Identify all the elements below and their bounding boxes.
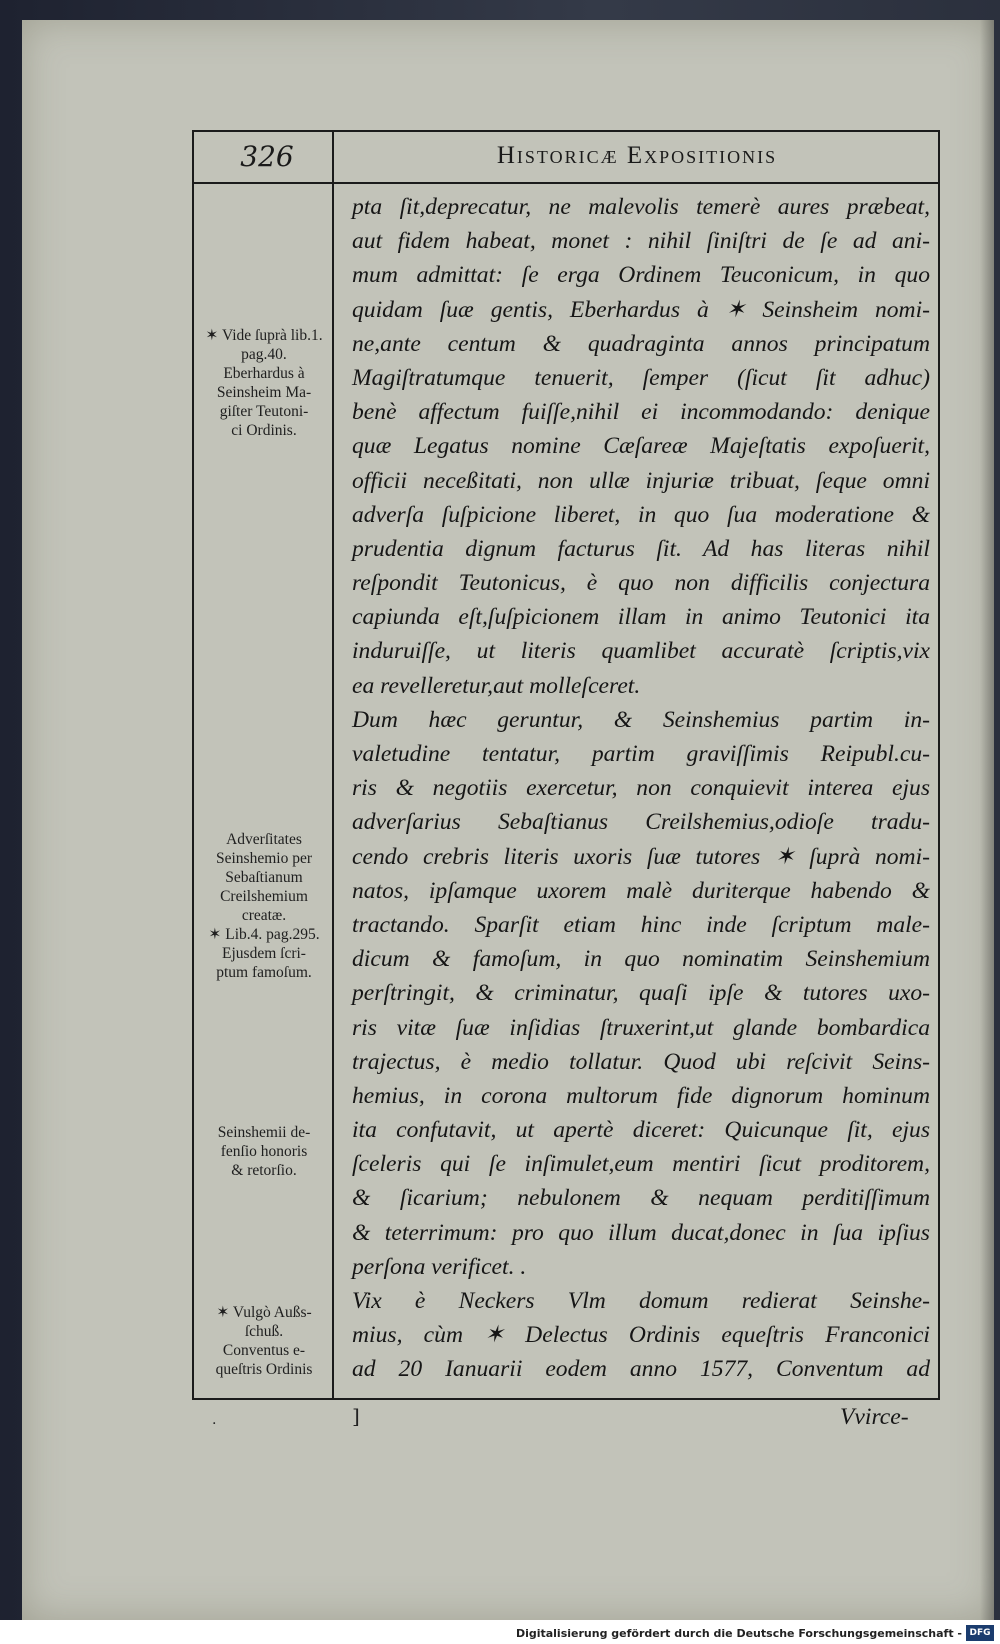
text-line: natos, ipſamque uxorem malè duriterque habendo & <box>352 877 930 904</box>
marginal-note-line: Sebaſtianum <box>225 869 303 886</box>
text-line: mius, cùm ✶ Delectus Ordinis equeſtris Franconici <box>352 1322 930 1349</box>
frame-right-rule <box>938 130 940 1400</box>
text-line: cendo crebris literis uxoris ſuæ tutores ✶ ſuprà nomi- <box>352 843 930 870</box>
main-text-column <box>352 190 930 1387</box>
text-line: trajectus, è medio tollatur. Quod ubi reſcivit Seins- <box>352 1048 930 1075</box>
header-rule <box>192 182 940 184</box>
digitization-credit-bar <box>0 1620 1000 1644</box>
book-page <box>22 20 994 1620</box>
text-line: ea revelleretur,aut molleſceret. <box>352 672 641 699</box>
frame-left-rule <box>192 130 194 1400</box>
text-line: ſceleris qui ſe inſimulet,eum mentiri ſicut proditorem, <box>352 1151 930 1178</box>
text-line: ita confutavit, ut apertè diceret: Quicunque ſit, ejus <box>352 1117 930 1144</box>
running-head: Historicæ Expositionis <box>496 142 778 169</box>
marginal-note-line: ſchuß. <box>244 1323 284 1340</box>
marginal-note-line: ✶ Vide ſuprà lib.1. <box>205 327 323 344</box>
text-line: officii neceßitati, non ullæ injuriæ tribuat, ſeque omni <box>352 467 930 494</box>
text-line: valetudine tentatur, partim graviſſimis Reipubl.cu- <box>352 741 930 767</box>
marginal-note-line: pag.40. <box>241 346 287 363</box>
marginal-note-line: Eberhardus à <box>223 365 305 382</box>
marginal-note <box>198 1303 330 1379</box>
text-line: & ſicarium; nebulonem & nequam perditiſſimum <box>352 1185 930 1212</box>
text-line: hemius, in corona multorum fide dignorum hominum <box>352 1082 930 1109</box>
text-line: perſona verificet. . <box>352 1253 527 1280</box>
marginal-note-line: Seinshemii de- <box>217 1124 311 1141</box>
digitization-credit: Digitalisierung gefördert durch die Deutsche Forschungsgemeinschaft - <box>515 1627 962 1640</box>
marginal-note-line: ✶ Lib.4. pag.295. <box>208 926 320 943</box>
marginal-note-line: Ejusdem ſcri- <box>222 945 306 962</box>
margin-divider-rule <box>332 130 334 1400</box>
marginal-note <box>198 326 330 440</box>
marginal-note-line: fenſio honoris <box>220 1143 308 1160</box>
marginal-note-line: Seinshemio per <box>216 850 312 867</box>
text-line: & teterrimum: pro quo illum ducat,donec in ſua ipſius <box>352 1219 930 1246</box>
signature-mark: ] <box>352 1404 360 1428</box>
text-line: quæ Legatus nomine Cæſareæ Majeſtatis expoſuerit, <box>352 433 930 460</box>
text-line: Magiſtratumque tenuerit, ſemper (ſicut ſit adhuc) <box>352 364 930 391</box>
marginal-note-line: giſter Teutoni- <box>219 403 309 420</box>
marginal-note-line: Creilshemium <box>220 888 308 905</box>
text-line: ris & negotiis exercetur, non conquievit interea ejus <box>352 775 930 802</box>
text-line: perſtringit, & criminatur, quaſi ipſe & tutores uxo- <box>352 980 930 1007</box>
text-line: aut fidem habeat, monet : nihil ſiniſtri de ſe ad ani- <box>352 228 930 255</box>
text-line: dicum & famoſum, in quo nominatim Seinshemium <box>352 946 930 973</box>
catchword: Vvirce- <box>840 1404 909 1430</box>
page-number: 326 <box>240 140 294 173</box>
marginal-note-line: & retorſio. <box>231 1162 297 1179</box>
text-line: tractando. Sparſit etiam hinc inde ſcriptum male- <box>352 911 930 938</box>
dfg-logo: DFG <box>966 1625 994 1641</box>
text-line: adverſa ſuſpicione liberet, in quo ſua moderatione & <box>352 501 930 528</box>
text-line: Vix è Neckers Vlm domum redierat Seinshe- <box>352 1288 930 1314</box>
marginal-note-line: ptum famoſum. <box>216 964 312 981</box>
frame-top-rule <box>192 130 940 132</box>
text-line: benè affectum fuiſſe,nihil ei incommodando: denique <box>352 399 930 426</box>
text-line: ne,ante centum & quadraginta annos principatum <box>352 330 930 357</box>
text-line: ris vitæ ſuæ inſidias ſtruxerint,ut glande bombardica <box>352 1014 930 1041</box>
marginal-note-line: ci Ordinis. <box>231 422 297 439</box>
text-line: ad 20 Ianuarii eodem anno 1577, Conventum ad <box>352 1356 930 1383</box>
marginal-note-line: Adverſitates <box>226 831 302 848</box>
text-line: prudentia dignum facturus ſit. Ad has literas nihil <box>352 535 930 562</box>
footer-dot: . <box>212 1412 217 1428</box>
marginal-note-line: ✶ Vulgò Außs- <box>216 1304 312 1321</box>
marginal-note <box>198 830 330 982</box>
text-line: reſpondit Teutonicus, è quo non difficilis conjectura <box>352 570 930 597</box>
text-line: capiunda eſt,ſuſpicionem illam in animo Teutonici ita <box>352 604 930 631</box>
text-line: pta ſit,deprecatur, ne malevolis temerè aures præbeat, <box>352 194 930 220</box>
frame-bottom-rule <box>192 1398 940 1400</box>
marginal-note-line: creatæ. <box>241 907 287 924</box>
text-line: Dum hæc geruntur, & Seinshemius partim in- <box>352 706 930 733</box>
marginal-note-line: Seinsheim Ma- <box>216 384 312 401</box>
marginal-note <box>198 1123 330 1180</box>
text-line: quidam ſuæ gentis, Eberhardus à ✶ Seinsheim nomi- <box>352 296 930 323</box>
text-line: mum admittat: ſe erga Ordinem Teuconicum, in quo <box>352 262 930 289</box>
marginal-note-line: queſtris Ordinis <box>215 1361 313 1378</box>
text-line: induruiſſe, ut literis quamlibet accuratè ſcriptis,vix <box>352 638 930 665</box>
text-line: adverſarius Sebaſtianus Creilshemius,odioſe tradu- <box>352 809 930 836</box>
marginal-note-line: Conventus e- <box>222 1342 306 1359</box>
